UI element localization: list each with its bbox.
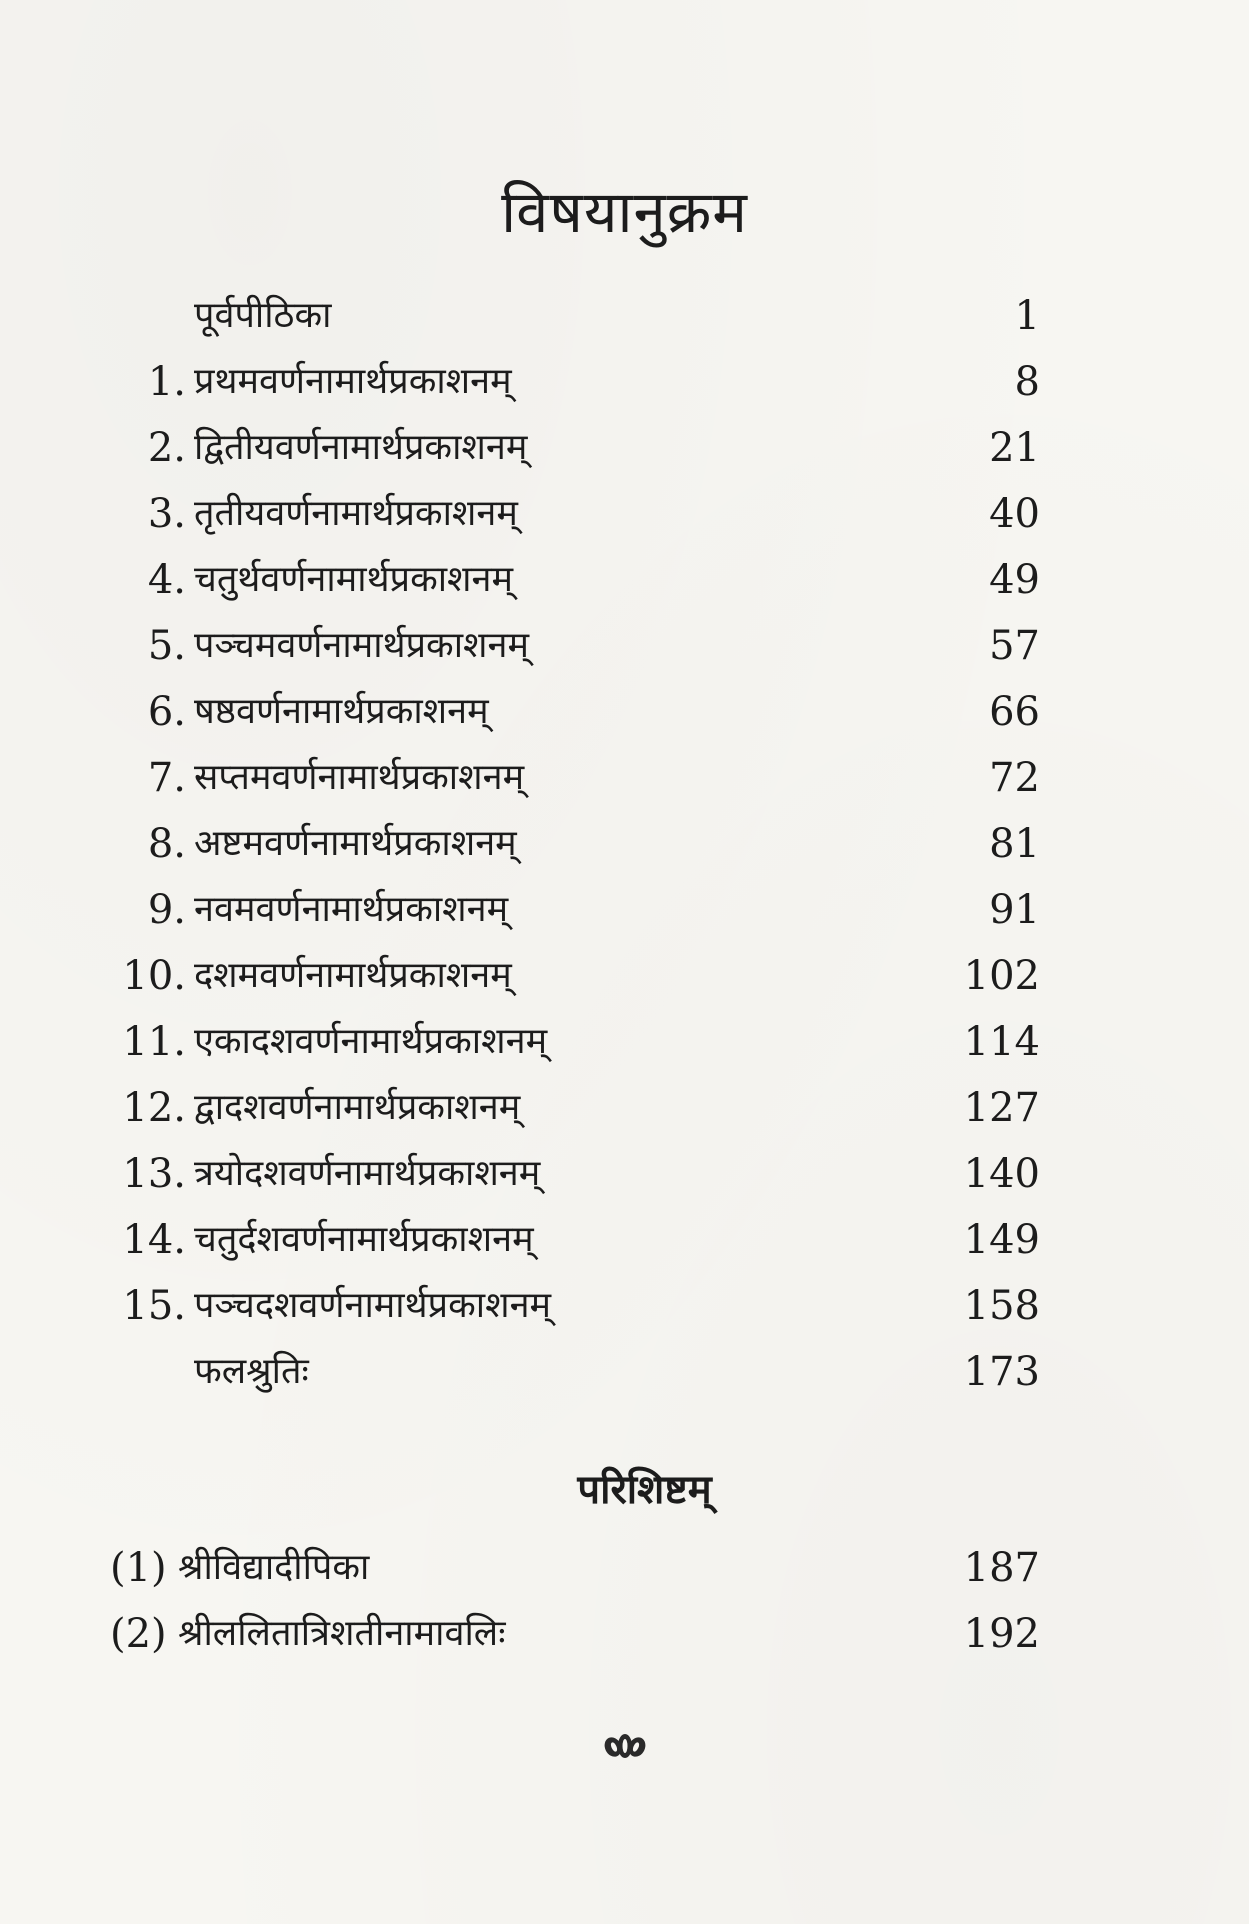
appendix-list bbox=[110, 1535, 1050, 1667]
toc-number: 13. bbox=[122, 1151, 186, 1197]
appendix-title: श्रीललितात्रिशतीनामावलिः bbox=[178, 1613, 506, 1654]
toc-title: एकादशवर्णनामार्थप्रकाशनम् bbox=[194, 1021, 548, 1062]
toc-number: 10. bbox=[122, 953, 186, 999]
toc-row bbox=[110, 745, 1050, 811]
toc-row bbox=[110, 481, 1050, 547]
toc-row bbox=[110, 1207, 1050, 1273]
appendix-number: (2) bbox=[110, 1611, 167, 1657]
toc-page-number: 91 bbox=[989, 887, 1040, 933]
toc-row bbox=[110, 613, 1050, 679]
toc-page-number: 57 bbox=[989, 623, 1040, 669]
appendix-page-number: 192 bbox=[963, 1611, 1040, 1657]
toc-title: पञ्चदशवर्णनामार्थप्रकाशनम् bbox=[194, 1285, 552, 1326]
toc-page-number: 81 bbox=[989, 821, 1040, 867]
toc-number: 9. bbox=[147, 887, 186, 933]
toc-page-number: 40 bbox=[989, 491, 1040, 537]
toc-page-number: 127 bbox=[963, 1085, 1040, 1131]
toc-row bbox=[110, 415, 1050, 481]
toc-page-number: 1 bbox=[1014, 293, 1040, 339]
toc-row bbox=[110, 811, 1050, 877]
toc-number: 6. bbox=[147, 689, 186, 735]
toc-row bbox=[110, 1273, 1050, 1339]
toc-number: 2. bbox=[147, 425, 186, 471]
toc-title: नवमवर्णनामार्थप्रकाशनम् bbox=[194, 889, 509, 930]
toc-row bbox=[110, 943, 1050, 1009]
toc-page-number: 102 bbox=[963, 953, 1040, 999]
toc-page-number: 49 bbox=[989, 557, 1040, 603]
toc-number: 4. bbox=[147, 557, 186, 603]
toc-title: चतुर्थवर्णनामार्थप्रकाशनम् bbox=[194, 559, 514, 600]
toc-page-number: 8 bbox=[1014, 359, 1040, 405]
toc-page-number: 140 bbox=[963, 1151, 1040, 1197]
toc-number: 14. bbox=[122, 1217, 186, 1263]
toc-number: 1. bbox=[147, 359, 186, 405]
toc-row bbox=[110, 1141, 1050, 1207]
toc-title: द्वादशवर्णनामार्थप्रकाशनम् bbox=[194, 1087, 521, 1128]
toc-number: 15. bbox=[122, 1283, 186, 1329]
appendix-page-number: 187 bbox=[963, 1545, 1040, 1591]
toc-row bbox=[110, 283, 1050, 349]
toc-page-number: 114 bbox=[963, 1019, 1040, 1065]
toc-title: पूर्वपीठिका bbox=[194, 295, 332, 336]
toc-page-number: 158 bbox=[963, 1283, 1040, 1329]
toc-title: द्वितीयवर्णनामार्थप्रकाशनम् bbox=[194, 427, 528, 468]
toc-number: 7. bbox=[147, 755, 186, 801]
toc-title: चतुर्दशवर्णनामार्थप्रकाशनम् bbox=[194, 1219, 534, 1260]
toc-row bbox=[110, 1009, 1050, 1075]
toc-row bbox=[110, 1339, 1050, 1405]
toc-title: तृतीयवर्णनामार्थप्रकाशनम् bbox=[194, 493, 518, 534]
toc-title: षष्ठवर्णनामार्थप्रकाशनम् bbox=[194, 691, 489, 732]
toc-number: 11. bbox=[122, 1019, 186, 1065]
toc-page-number: 72 bbox=[989, 755, 1040, 801]
toc-page-number: 66 bbox=[989, 689, 1040, 735]
toc-title: फलश्रुतिः bbox=[194, 1351, 309, 1392]
toc-number: 8. bbox=[147, 821, 186, 867]
page-title: विषयानुक्रम bbox=[501, 178, 748, 246]
lotus-ornament-icon bbox=[598, 1730, 652, 1760]
appendix-row bbox=[110, 1601, 1050, 1667]
toc-row bbox=[110, 1075, 1050, 1141]
toc-title: सप्तमवर्णनामार्थप्रकाशनम् bbox=[194, 757, 525, 798]
appendix-title: श्रीविद्यादीपिका bbox=[178, 1547, 370, 1588]
appendix-number: (1) bbox=[110, 1545, 167, 1591]
toc-title: अष्टमवर्णनामार्थप्रकाशनम् bbox=[194, 823, 517, 864]
table-of-contents bbox=[110, 283, 1050, 1405]
toc-title: दशमवर्णनामार्थप्रकाशनम् bbox=[194, 955, 512, 996]
appendix-heading: परिशिष्टम् bbox=[577, 1467, 712, 1513]
toc-title: प्रथमवर्णनामार्थप्रकाशनम् bbox=[194, 361, 512, 402]
toc-row bbox=[110, 877, 1050, 943]
toc-page-number: 21 bbox=[989, 425, 1040, 471]
toc-number: 12. bbox=[122, 1085, 186, 1131]
toc-row bbox=[110, 679, 1050, 745]
toc-title: त्रयोदशवर्णनामार्थप्रकाशनम् bbox=[194, 1153, 541, 1194]
toc-page-number: 173 bbox=[963, 1349, 1040, 1395]
toc-row bbox=[110, 547, 1050, 613]
toc-number: 3. bbox=[147, 491, 186, 537]
appendix-row bbox=[110, 1535, 1050, 1601]
toc-row bbox=[110, 349, 1050, 415]
toc-number: 5. bbox=[147, 623, 186, 669]
toc-title: पञ्चमवर्णनामार्थप्रकाशनम् bbox=[194, 625, 530, 666]
toc-page-number: 149 bbox=[963, 1217, 1040, 1263]
